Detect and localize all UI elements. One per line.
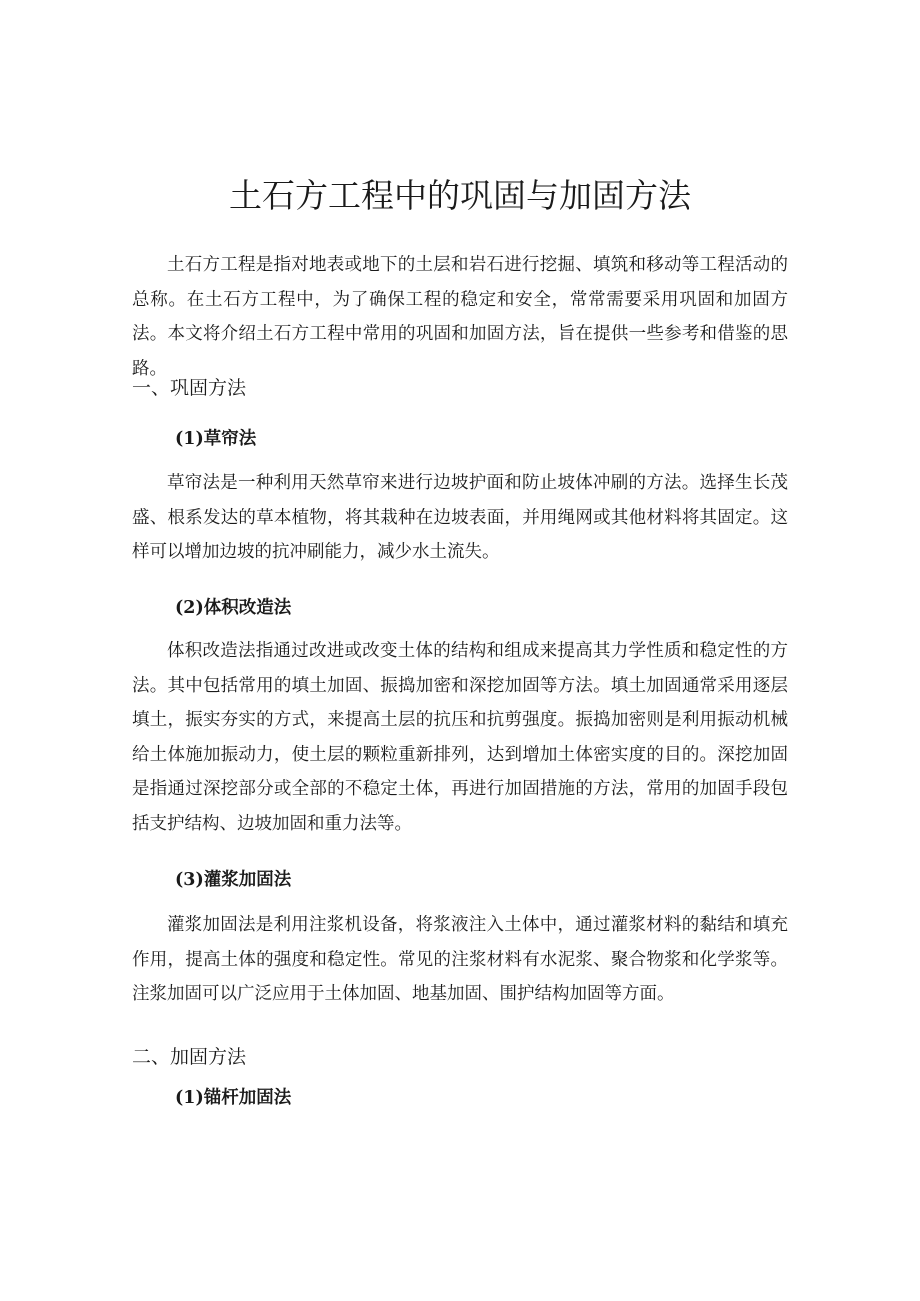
intro-paragraph: 土石方工程是指对地表或地下的土层和岩石进行挖掘、填筑和移动等工程活动的总称。在土石方工程中，为了确保工程的稳定和安全，常常需要采用巩固和加固方法。本文将介绍土石方工程中常用的巩固和加固方法，旨在提供一些参考和借鉴的思路。 [132, 255, 788, 379]
subsection-heading-grouting: (3)灌浆加固法 [175, 870, 292, 890]
section-heading-consolidation: 一、巩固方法 [132, 377, 247, 399]
paragraph-grass-mat: 草帘法是一种利用天然草帘来进行边坡护面和防止坡体冲刷的方法。选择生长茂盛、根系发达的草本植物，将其栽种在边坡表面，并用绳网或其他材料将其固定。这样可以增加边坡的抗冲刷能力，减少水土流失。 [132, 473, 788, 562]
subsection-heading-volume-modification: (2)体积改造法 [175, 598, 292, 618]
subsection-heading-grass-mat: (1)草帘法 [175, 429, 257, 449]
paragraph-grouting: 灌浆加固法是利用注浆机设备，将浆液注入土体中，通过灌浆材料的黏结和填充作用，提高土体的强度和稳定性。常见的注浆材料有水泥浆、聚合物浆和化学浆等。注浆加固可以广泛应用于土体加固、地基加固、围护结构加固等方面。 [132, 915, 788, 1004]
subsection-heading-anchor-bolt: (1)锚杆加固法 [175, 1088, 292, 1108]
page-title: 土石方工程中的巩固与加固方法 [229, 176, 691, 215]
section-heading-reinforcement: 二、加固方法 [132, 1046, 247, 1068]
paragraph-volume-modification: 体积改造法指通过改进或改变土体的结构和组成来提高其力学性质和稳定性的方法。其中包括常用的填土加固、振捣加密和深挖加固等方法。填土加固通常采用逐层填土，振实夯实的方式，来提高土层的抗压和抗剪强度。振捣加密则是利用振动机械给土体施加振动力，使土层的颗粒重新排列，达到增加土体密实度的目的。深挖加固是指通过深挖部分或全部的不稳定土体，再进行加固措施的方法，常用的加固手段包括支护结构、边坡加固和重力法等。 [132, 641, 788, 834]
